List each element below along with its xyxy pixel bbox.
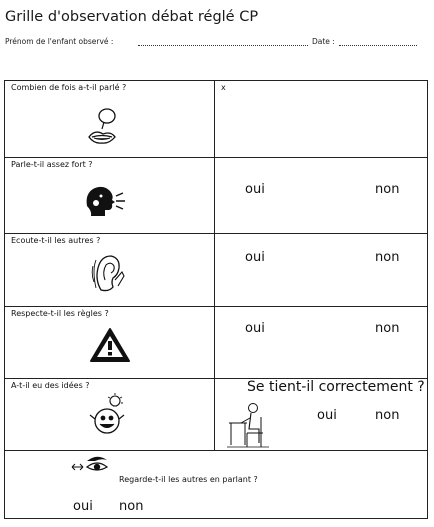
- answer-oui[interactable]: oui: [73, 499, 93, 514]
- page-title: Grille d'observation débat réglé CP: [5, 9, 259, 25]
- question-label: A-t-il eu des idées ?: [11, 381, 90, 390]
- question-label: Ecoute-t-il les autres ?: [11, 236, 101, 245]
- speech-bubble-mouth-icon: [85, 107, 119, 147]
- row-rules: [5, 307, 427, 379]
- tally-mark: x: [221, 83, 226, 92]
- answer-oui[interactable]: oui: [317, 408, 337, 423]
- answer-oui[interactable]: oui: [245, 250, 265, 265]
- lightbulb-idea-icon: [87, 393, 127, 437]
- looking-eye-icon: [71, 455, 111, 477]
- loud-speaking-head-icon: [83, 184, 127, 218]
- date-field[interactable]: [339, 45, 417, 46]
- row-speak-loud: [5, 158, 427, 234]
- prenom-label: Prénom de l'enfant observé :: [5, 37, 114, 46]
- posture-question: Se tient-il correctement ?: [247, 379, 425, 395]
- answer-non[interactable]: non: [375, 182, 400, 197]
- observation-grid: [4, 80, 428, 519]
- row-look: [5, 451, 427, 520]
- answer-non[interactable]: non: [375, 321, 400, 336]
- answer-oui[interactable]: oui: [245, 321, 265, 336]
- observer-info-line: [5, 37, 429, 51]
- date-label: Date :: [312, 37, 335, 46]
- prenom-field[interactable]: [138, 45, 308, 46]
- answer-non[interactable]: non: [375, 408, 400, 423]
- question-label: Parle-t-il assez fort ?: [11, 160, 93, 169]
- warning-triangle-icon: [89, 327, 131, 363]
- row-ideas: [5, 379, 427, 451]
- row-speak-count: [5, 81, 427, 158]
- answer-non[interactable]: non: [119, 499, 144, 514]
- answer-non[interactable]: non: [375, 250, 400, 265]
- question-label: Regarde-t-il les autres en parlant ?: [119, 475, 258, 484]
- seated-child-icon: [227, 401, 269, 449]
- question-label: Respecte-t-il les règles ?: [11, 309, 109, 318]
- row-listen: [5, 234, 427, 307]
- question-label: Combien de fois a-t-il parlé ?: [11, 83, 127, 92]
- listening-ear-icon: [91, 250, 125, 296]
- answer-oui[interactable]: oui: [245, 182, 265, 197]
